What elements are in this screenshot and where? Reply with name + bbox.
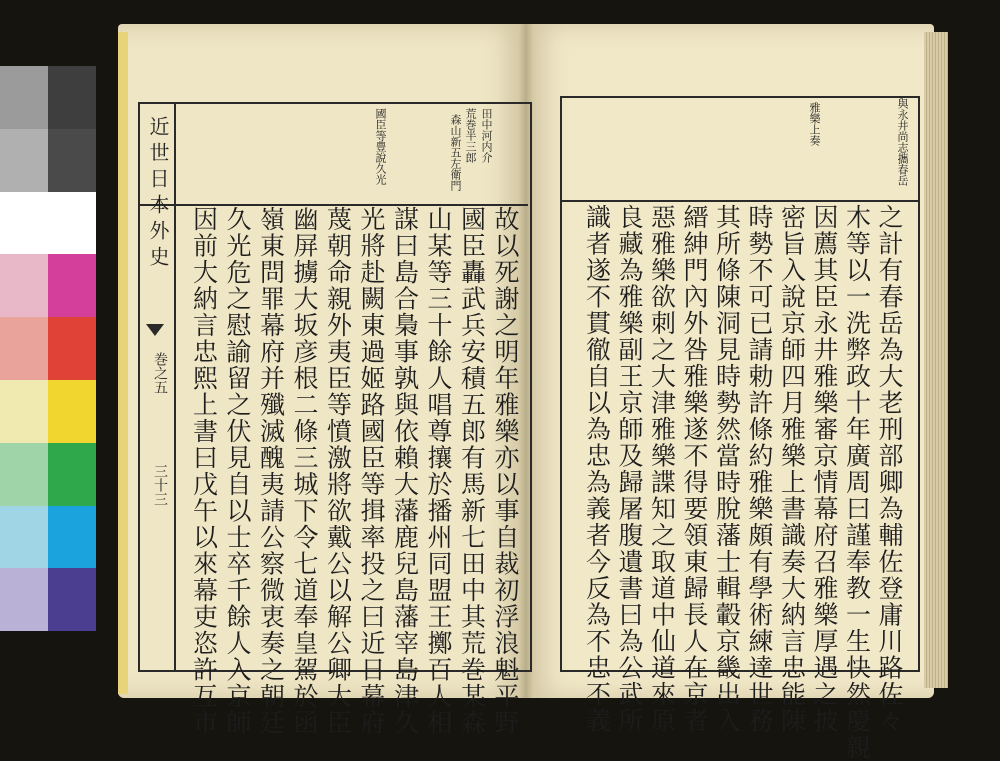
text-column: 謀曰島合梟事孰與依賴大藩鹿兒島藩宰島津久	[390, 206, 420, 736]
text-column: 國臣轟武兵安積五郎有馬新七田中其荒巻某森	[457, 206, 487, 736]
text-column: 縉紳門內外咎雅樂遂不得要領東歸長人在京者	[680, 204, 709, 734]
open-book	[118, 24, 948, 761]
text-column: 木等以一洗弊政十年廣周曰謹奉教一生快然慶親	[842, 204, 872, 761]
volume-label: 巻之五	[152, 352, 168, 394]
text-column: 時勢不可已請勅許條約雅樂頗有學術練達世務	[745, 204, 774, 734]
calibration-patch	[0, 443, 48, 506]
calibration-patch	[48, 443, 96, 506]
calibration-patch	[0, 506, 48, 569]
calibration-patch	[48, 192, 96, 255]
text-column: 因薦其臣永井雅樂審京情幕府召雅樂厚遇之披	[810, 204, 839, 734]
calibration-patch	[0, 66, 48, 129]
text-column: 嶺東問罪幕府并殲滅醜夷請公察微衷奏之朝廷	[256, 206, 286, 736]
calibration-patch	[0, 129, 48, 192]
calibration-patch	[0, 192, 48, 255]
text-column: 其所條陳洞見時勢然當時脫藩士輯轂京畿出入	[712, 204, 742, 734]
text-column: 光將赴闕東過姬路國臣等揖率投之曰近日幕府	[357, 206, 386, 736]
calibration-patch	[48, 66, 96, 129]
calibration-patch	[48, 254, 96, 317]
text-column: 幽屏擄大坂彦根二條三城下令七道奉皇駕於函	[290, 206, 319, 736]
header-note: 森山新五左衛門	[449, 114, 462, 191]
text-column: 良藏為雅樂副王京師及歸屠腹遺書曰為公武所	[615, 204, 644, 734]
calibration-patch	[0, 254, 48, 317]
folio-number: 三十三	[152, 464, 168, 506]
text-column: 山某等三十餘人唱尊攘於播州同盟王擲百人相	[424, 206, 453, 736]
header-note: 荒巻半三郎	[464, 108, 477, 163]
book-title: 近世日本外史	[146, 116, 170, 272]
left-page-edge	[118, 32, 128, 694]
calibration-patch	[48, 568, 96, 631]
text-column: 故以死謝之明年雅樂亦以事自裁初浮浪魁平野	[491, 206, 520, 736]
text-column: 蔑朝命親外夷臣等憤激將欲戴公以解公卿大臣	[323, 206, 353, 736]
calibration-patch	[0, 380, 48, 443]
calibration-patch	[48, 506, 96, 569]
text-column: 密旨入說京師四月雅樂上書識奏大納言忠能陳	[777, 204, 807, 734]
header-note: 國臣等豊說久光	[374, 108, 387, 185]
calibration-patch	[48, 129, 96, 192]
header-note: 雅樂上奏	[808, 102, 821, 146]
calibration-patch	[48, 380, 96, 443]
text-column: 惡雅樂欲刺之大津雅樂諜知之取道中仙道來原	[647, 204, 677, 734]
calibration-patch	[48, 317, 96, 380]
color-calibration-strip	[0, 66, 96, 631]
calibration-patch	[0, 317, 48, 380]
text-column: 之計有春岳為大老刑部卿為輔佐登庸川路佐々	[875, 204, 904, 734]
header-note: 田中河内介	[480, 108, 493, 163]
text-column: 久光危之慰諭留之伏見自以士卒千餘人入京師	[223, 206, 252, 736]
right-header-rule	[560, 200, 918, 202]
text-column: 因前大納言忠熙上書曰戊午以來幕吏恣許互市	[189, 206, 219, 736]
header-note: 與永井尚志攜春岳	[896, 98, 909, 186]
right-page-edge	[924, 32, 948, 688]
calibration-patch	[0, 568, 48, 631]
text-column: 識者遂不貫徹自以為忠為義者今反為不忠不義	[582, 204, 612, 734]
